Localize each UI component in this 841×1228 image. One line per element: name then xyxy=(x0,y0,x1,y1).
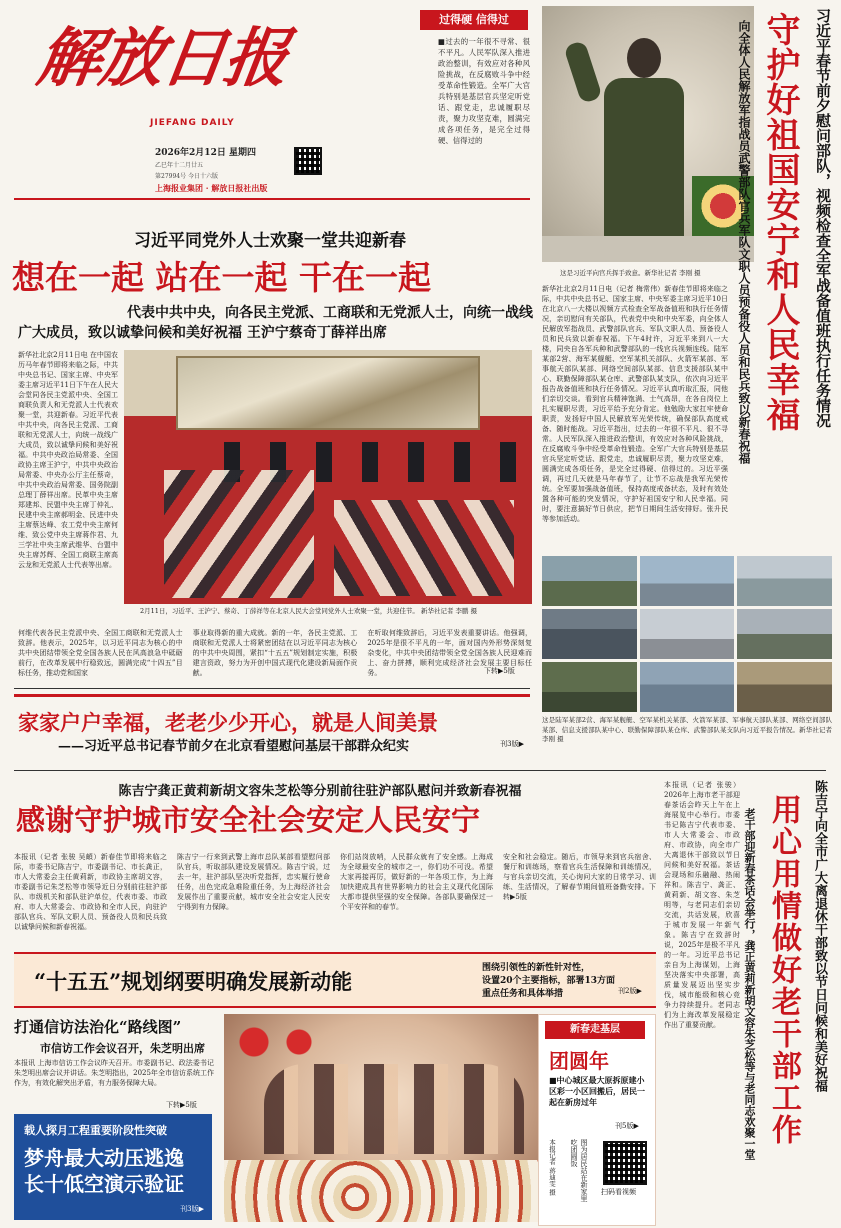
desk xyxy=(542,236,754,262)
military-caption-1: 这是习近平向官兵挥手致意。新华社记者 李刚 摄 xyxy=(560,269,701,277)
family-group xyxy=(264,1064,524,1154)
fiveyear-jump[interactable]: 刊2版▶ xyxy=(618,987,642,995)
ship-box xyxy=(14,1114,212,1220)
law-jump[interactable]: 下转▶5版 xyxy=(166,1101,197,1109)
military-grid xyxy=(542,556,832,712)
fiveyear-side-2: 设置20个主要指标，部署13方面 xyxy=(482,976,616,986)
ship-kicker: 载人探月工程重要阶段性突破 xyxy=(24,1124,167,1137)
masthead-latin: JIEFANG DAILY xyxy=(150,118,235,128)
grid-tile-5 xyxy=(640,609,735,659)
veterans-headline: 用心用情做好老干部工作 xyxy=(766,794,801,1146)
city-col-4: 安全和社会稳定。随后，市领导来到官兵宿舍、餐厅和训练场，察看官兵生活保障和训练情况，与官兵亲切交流，关心询问大家的日常学习、训练、生活情况，了解春节期间值班备勤安排。下转▶5版 xyxy=(503,853,656,901)
ship-jump[interactable]: 刊3版▶ xyxy=(180,1205,204,1213)
lead-photo xyxy=(124,350,532,604)
grid-tile-8 xyxy=(640,662,735,712)
reunion-tag: 新春走基层 xyxy=(545,1021,645,1039)
military-body: 新华社北京2月11日电（记者 梅常伟）新春佳节即将来临之际，中共中央总书记、国家主席、中央军委主席习近平10日在北京八一大楼以视频方式检查全军战备值班和执行任务情况，亲切慰问有关部队，代表党中央和中央军委，向全体人民解放军指战员、武警部队官兵、军队文职人员、预备役人员和民兵致以新春祝福。下午4时许，习近平来到八一大楼，同央自各军兵种和武警部队的一线官兵视频连线。陆军某部2营、海军某舰艇、空军某机关部队、火箭军某部、军事航天部队某部、网络空间部队某部、信息支援部队某中心、联勤保障部队某仓库、武警部队某支队，依次向习近平报告战备值班和执行任务情况。习近平认真听取汇报，同他们亲切交谈。看到官兵精神饱满、士气高昂，在各自岗位上扎实履职尽责，习近平给予充分肯定。他勉励大家扛牢使命职责，发扬好中国人民解放军光荣传统，确保部队高度戒备、随时能战。习近平指出，过去的一年很不平凡、很不寻常。人民军队深入推进政治整训，有效应对各种风险挑战，在反腐败斗争中经受革命性锻造。全军广大官兵特别是基层官兵坚定听党话、跟党走，忠诚履职尽责，聚力攻坚克难，圆满完成各项任务，是完全过得硬、信得过的。习近平强调，再过几天就是马年春节了，让节不忘战是我军光荣传统。全军要加强战备值班，保持高度戒备状态，及时有效处置各种可能的突发情况，守护好祖国安宁和人民幸福。同时，要注意搞好节日供应，把节日期间生活安排好。张升民等参加活动。 xyxy=(542,285,728,523)
lunar-date: 乙巳年十二月廿五 xyxy=(155,162,204,169)
law-title: 打通信访法治化“路线图” xyxy=(14,1018,182,1036)
lanterns xyxy=(236,1022,326,1062)
military-headline: 守护好祖国安宁和人民幸福 xyxy=(760,12,800,432)
city-columns xyxy=(14,852,656,944)
banner-jump[interactable]: 刊3版▶ xyxy=(500,740,524,748)
veterans-sub: 老干部迎新春茶话会举行，龚正黄莉新胡文容朱芝松等与老同志欢聚一堂 xyxy=(743,808,756,1160)
masthead xyxy=(32,14,292,164)
figure-head xyxy=(627,38,661,78)
chairs-right xyxy=(334,500,514,596)
reunion-qr[interactable] xyxy=(603,1141,647,1185)
landscape-painting xyxy=(176,356,480,430)
masthead-qr[interactable] xyxy=(294,147,322,175)
banner-subtitle: ——习近平总书记春节前夕在北京看望慰问基层干部群众纪实 xyxy=(58,739,410,754)
publisher-bar: 上海报业集团 · 解放日报社出版 xyxy=(155,183,268,193)
banner-box xyxy=(14,694,530,761)
city-col-3: 你们站岗放哨，人民群众就有了安全感。上海成为全球最安全的城市之一，你们功不可没。希望大家再接再厉，做好新的一年各项工作，为上海加快建成具有世界影响力的社会主义现代化国际大都市提供坚强的安全保障。各部队要确保过一个平安祥和的春节。 xyxy=(340,853,493,911)
raised-hand xyxy=(563,40,602,104)
military-caption-2: 这是陆军某部2营、海军某舰艇、空军某机关某部、火箭军某部、军事航天部队某部、网络空间部队某部、信息支援部队某中心、联勤保障部队某仓库、武警部队某支队向习近平报告情况。新华社记者 李刚 摄 xyxy=(542,716,832,743)
fiveyear-title: “十五五”规划纲要明确发展新动能 xyxy=(34,969,353,994)
veterans-kicker: 陈吉宁向全市广大离退休干部致以节日问候和美好祝福 xyxy=(812,780,827,1092)
grid-tile-3 xyxy=(737,556,832,606)
lead-photo-caption: 2月11日，习近平、王沪宁、蔡奇、丁薛祥等在北京人民大会堂同党外人士欢聚一堂，共迎佳节。 新华社记者 李鹏 摄 xyxy=(140,607,478,615)
reunion-caption: 图为居民站在新家里吃团圆饭 xyxy=(570,1139,588,1202)
masthead-title: 解放日报 xyxy=(32,21,292,96)
lead-kicker: 习近平同党外人士欢聚一堂共迎新春 xyxy=(134,231,406,251)
city-headline: 感谢守护城市安全社会安定人民安宁 xyxy=(16,803,481,837)
lead-columns xyxy=(18,628,532,684)
grid-tile-1 xyxy=(542,556,637,606)
figure-body xyxy=(604,78,684,262)
lead-col-1: 何维代表各民主党派中央、全国工商联和无党派人士致辞。他表示，2025年，以习近平同志为核心的中共中央团结带领全党全国各族人民在风高浪急中砥砺前行，在改革发展中行稳致远，圆满完成“十四五”目标任务，推动党和国家 xyxy=(18,629,183,677)
military-kicker: 习近平春节前夕慰问部队，视频检查全军战备值班执行任务情况 xyxy=(814,8,832,428)
fiveyear-box xyxy=(14,952,656,1008)
masthead-rule xyxy=(14,198,530,200)
lead-headline: 想在一起 站在一起 干在一起 xyxy=(12,258,431,297)
reunion-text: ■中心城区最大原拆原建小区彩一小区回搬后，居民一起在新房过年 xyxy=(549,1075,645,1107)
ship-title-1: 梦舟最大动压逃逸 xyxy=(24,1146,184,1170)
lead-col-2: 事业取得新的重大成就。新的一年，各民主党派、工商联和无党派人士将紧密团结在以习近平同志为核心的中共中央周围，紧扣“十五五”规划制定实施，积极建言资政，努力为开创中国式现代化建设新局面作贡献。 xyxy=(192,629,358,677)
ship-title-2: 长十低空演示验证 xyxy=(24,1172,184,1196)
lead-subhead-1: 代表中共中央，向各民主党派、工商联和无党派人士，向统一战线 xyxy=(127,305,533,321)
date-block xyxy=(155,145,295,180)
reunion-panel xyxy=(538,1014,656,1226)
chairs-left xyxy=(164,470,314,598)
city-kicker: 陈吉宁龚正黄莉新胡文容朱芝松等分别前往驻沪部队慰问并致新春祝福 xyxy=(118,784,522,799)
grid-tile-2 xyxy=(640,556,735,606)
section-rule-1 xyxy=(14,770,826,771)
reunion-credit: 本报记者 蒋迪雯 摄 xyxy=(548,1139,556,1196)
military-subhead: 向全体人民解放军指战员武警部队官兵军队文职人员预备役人员和民兵致以新春祝福 xyxy=(737,20,751,464)
reunion-photo xyxy=(224,1014,552,1222)
lead-jump[interactable]: 下转▶5版 xyxy=(484,667,515,675)
lead-subhead-2: 广大成员，致以诚挚问候和美好祝福 王沪宁蔡奇丁薛祥出席 xyxy=(18,325,387,341)
military-photo xyxy=(542,6,754,262)
law-subtitle: 市信访工作会议召开，朱芝明出席 xyxy=(40,1042,205,1055)
reunion-jump[interactable]: 刊5版▶ xyxy=(615,1122,639,1130)
grid-tile-9 xyxy=(737,662,832,712)
dinner-table xyxy=(224,1160,552,1222)
grid-tile-6 xyxy=(737,609,832,659)
fiveyear-side-1: 围绕引领性的新性针对性， xyxy=(482,963,591,973)
reunion-title: 团圆年 xyxy=(549,1049,609,1073)
lead-col-3: 在听取何维致辞后，习近平发表重要讲话。他强调，2025年是很不平凡的一年，面对国内外形势深刻复杂变化，中共中央团结带领全党全国各族人民迎难而上、奋力拼搏，顺利完成经济社会发展主要目标任务。 xyxy=(367,629,533,677)
grid-tile-4 xyxy=(542,609,637,659)
grid-tile-7 xyxy=(542,662,637,712)
banner-title: 家家户户幸福，老老少少开心，就是人间美景 xyxy=(18,710,438,735)
stamp-brief: ■过去的一年很不寻常、很不平凡。人民军队深入推进政治整训，有效应对各种风险挑战，在反腐败斗争中经受革命性锻造。全军广大官兵特别是基层官兵坚定听党话、跟党走，忠诚履职尽责，聚力攻坚克难，圆满完成各项任务，是完全过得硬、信得过的 xyxy=(438,37,530,145)
banner-top-rule xyxy=(14,688,530,689)
stamp-label: 过得硬 信得过 xyxy=(420,10,528,30)
lead-left-column: 新华社北京2月11日电 在中国农历马年春节即将来临之际，中共中央总书记、国家主席、中央军委主席习近平11日下午在人民大会堂同各民主党派中央、全国工商联负责人和无党派人士代表欢聚一堂，共迎新春。习近平代表中共中央，向各民主党派、工商联和无党派人士，向统一战线广大成员，致以诚挚问候和美好祝福。中共中央政治局常委、全国政协主席王沪宁，中共中央政治局常委、中央办公厅主任蔡奇，中共中央政治局常委、国务院副总理丁薛祥出席。民革中央主席郑建邦、民盟中央主席丁仲礼、民建中央主席郝明金、民进中央主席蔡达峰、农工党中央主席何维、致公党中央主席蒋作君、九三学社中央主席武维华、台盟中央主席苏辉、全国工商联主席高云龙和无党派人士代表等出席。 xyxy=(18,351,118,569)
reunion-qr-label: 扫码看视频 xyxy=(601,1188,636,1196)
law-body: 本报讯 上海市信访工作会议昨天召开。市委副书记、政法委书记朱芝明出席会议并讲话。朱芝明指出，2025年全市信访系统工作作为，有效化解突出矛盾，有力服务保障大局。 xyxy=(14,1059,214,1087)
city-col-1: 本报讯（记者 张骏 吴頔）新春佳节即将来临之际，市委书记陈吉宁，市委副书记、市长龚正，市人大常委会主任黄莉新，市政协主席胡文容，市委副书记朱芝松等市领导近日分别前往驻沪部队、市级机关和部队驻沪单位，代表市委、市政府、市人大常委会、市政协和全市人民，向驻沪部队官兵、军队文职人员、预备役人员和民兵致以诚挚问候和新春祝福。 xyxy=(14,853,167,931)
issue-number: 第27994号 今日十六版 xyxy=(155,173,218,180)
issue-date: 2026年2月12日 星期四 xyxy=(155,148,256,158)
city-col-2: 陈吉宁一行来到武警上海市总队某部看望慰问部队官兵，听取部队建设发展情况。陈吉宁说，过去一年，驻沪部队坚决听党指挥，忠实履行使命任务，出色完成急难险重任务，为上海经济社会发展作出了重要贡献，城市安全社会安定人民安宁得到有力保障。 xyxy=(177,853,330,911)
veterans-body: 本报讯（记者 张骏）2026年上海市老干部迎春茶话会昨天上午在上海展览中心举行。市委书记陈吉宁代表市委、市人大常委会、市政府、市政协，向全市广大离退休干部致以节日问候和美好祝福。茶话会现场和乐融融、热闹祥和。陈吉宁、龚正、黄莉新、胡文容、朱芝明等，与老同志们亲切交流，共话发展，欣喜于城市发展一年新气象。陈吉宁在致辞时说，2025年是极不平凡的一年。习近平总书记亲自为上海谋划，上海坚决落实中央部署，高质量发展迈出坚实步伐，城市能级和核心竞争力持续提升。老同志们为上海改革发展稳定作出了重要贡献。 xyxy=(664,781,740,1029)
fiveyear-side-3: 重点任务和具体举措 xyxy=(482,989,564,999)
